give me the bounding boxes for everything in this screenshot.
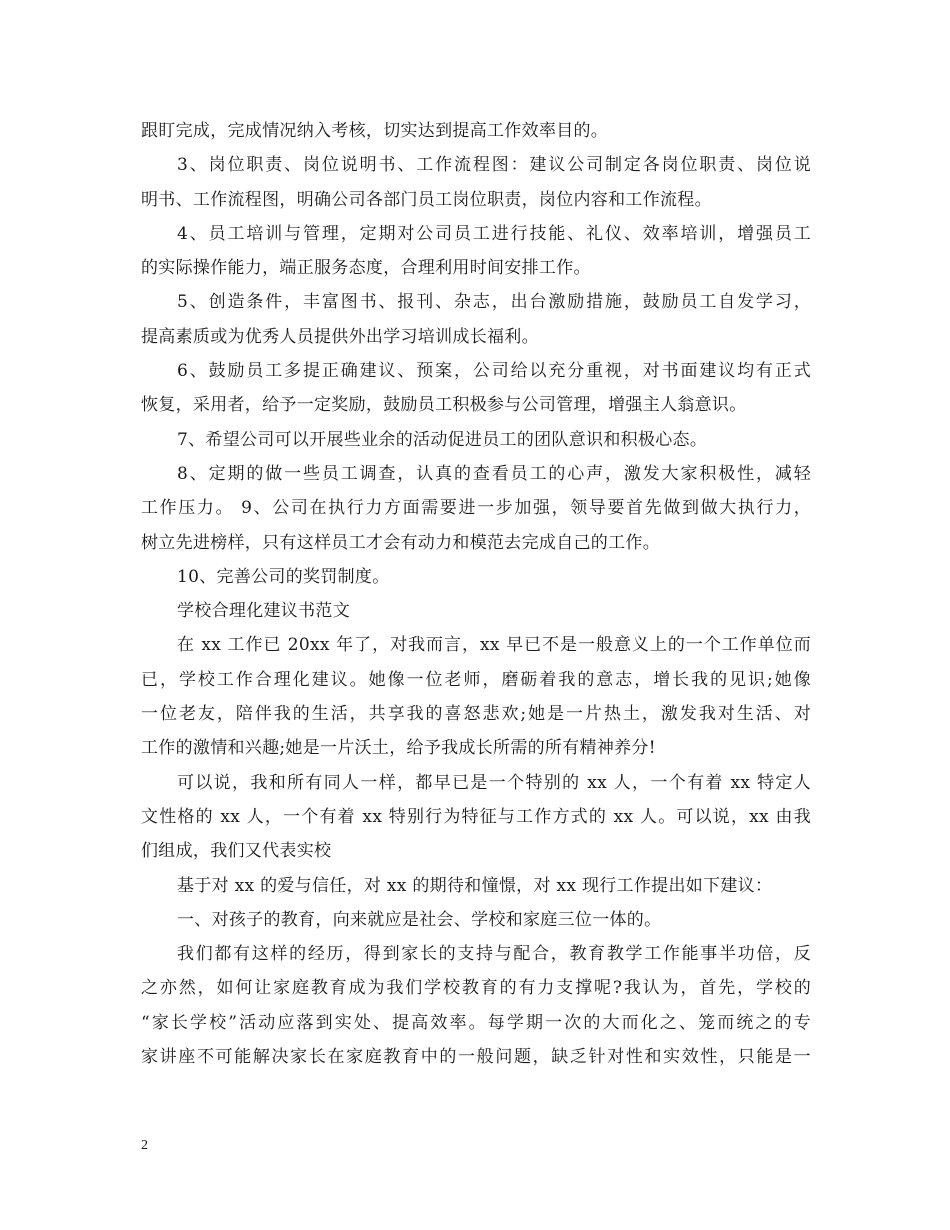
text-line: 工作压力。 9、公司在执行力方面需要进一步加强，领导要首先做到做大执行力， <box>141 498 811 519</box>
text-line: 10、完善公司的奖罚制度。 <box>177 566 390 587</box>
text-line: 8、定期的做一些员工调查，认真的查看员工的心声，激发大家积极性，减轻 <box>177 463 811 484</box>
text-line: 提高素质或为优秀人员提供外出学习培训成长福利。 <box>141 326 539 347</box>
text-line: 跟盯完成，完成情况纳入考核，切实达到提高工作效率目的。 <box>141 121 609 141</box>
text-line: “家长学校”活动应落到实处、提高效率。每学期一次的大而化之、笼而统之的专 <box>141 1012 811 1033</box>
text-line: 们组成，我们又代表实校 <box>141 841 332 862</box>
text-line: 可以说，我和所有同人一样，都早已是一个特别的 xx 人，一个有着 xx 特定人 <box>177 772 811 793</box>
text-line: 5、创造条件，丰富图书、报刊、杂志，出台激励措施，鼓励员工自发学习， <box>177 292 811 313</box>
text-line: 一位老友，陪伴我的生活，共享我的喜怒悲欢;她是一片热土，激发我对生活、对 <box>141 704 811 725</box>
text-line: 在 xx 工作已 20xx 年了，对我而言，xx 早已不是一般意义上的一个工作单位而 <box>177 635 811 656</box>
text-line: 我们都有这样的经历，得到家长的支持与配合，教育教学工作能事半功倍，反 <box>177 944 811 965</box>
text-line: 工作的激情和兴趣;她是一片沃土，给予我成长所需的所有精神养分! <box>141 738 656 759</box>
text-line: 树立先进榜样，只有这样员工才会有动力和模范去完成自己的工作。 <box>141 532 660 553</box>
text-line: 基于对 xx 的爱与信任，对 xx 的期待和憧憬，对 xx 现行工作提出如下建议： <box>177 875 773 896</box>
text-line: 的实际操作能力，端正服务态度，合理利用时间安排工作。 <box>141 258 591 279</box>
text-line: 7、希望公司可以开展些业余的活动促进员工的团队意识和积极心态。 <box>177 429 708 450</box>
document-body <box>141 114 811 1074</box>
text-line: 一、对孩子的教育，向来就应是社会、学校和家庭三位一体的。 <box>177 909 662 930</box>
text-line: 文性格的 xx 人，一个有着 xx 特别行为特征与工作方式的 xx 人。可以说，xx 由我 <box>141 806 811 827</box>
text-line: 之亦然，如何让家庭教育成为我们学校教育的有力支撑呢?我认为，首先，学校的 <box>141 978 811 999</box>
page-number: 2 <box>141 1138 148 1153</box>
text-line: 家讲座不可能解决家长在家庭教育中的一般问题，缺乏针对性和实效性，只能是一 <box>141 1047 811 1068</box>
text-line: 明书、工作流程图，明确公司各部门员工岗位职责，岗位内容和工作流程。 <box>141 189 712 210</box>
text-line: 已，学校工作合理化建议。她像一位老师，磨砺着我的意志，增长我的见识;她像 <box>141 669 811 690</box>
text-line: 6、鼓励员工多提正确建议、预案，公司给以充分重视，对书面建议均有正式 <box>177 361 811 382</box>
text-line: 3、岗位职责、岗位说明书、工作流程图：建议公司制定各岗位职责、岗位说 <box>177 155 811 176</box>
text-line: 4、员工培训与管理，定期对公司员工进行技能、礼仪、效率培训，增强员工 <box>177 223 811 244</box>
text-line: 恢复，采用者，给予一定奖励，鼓励员工积极参与公司管理，增强主人翁意识。 <box>141 395 747 416</box>
text-line: 学校合理化建议书范文 <box>177 601 350 622</box>
